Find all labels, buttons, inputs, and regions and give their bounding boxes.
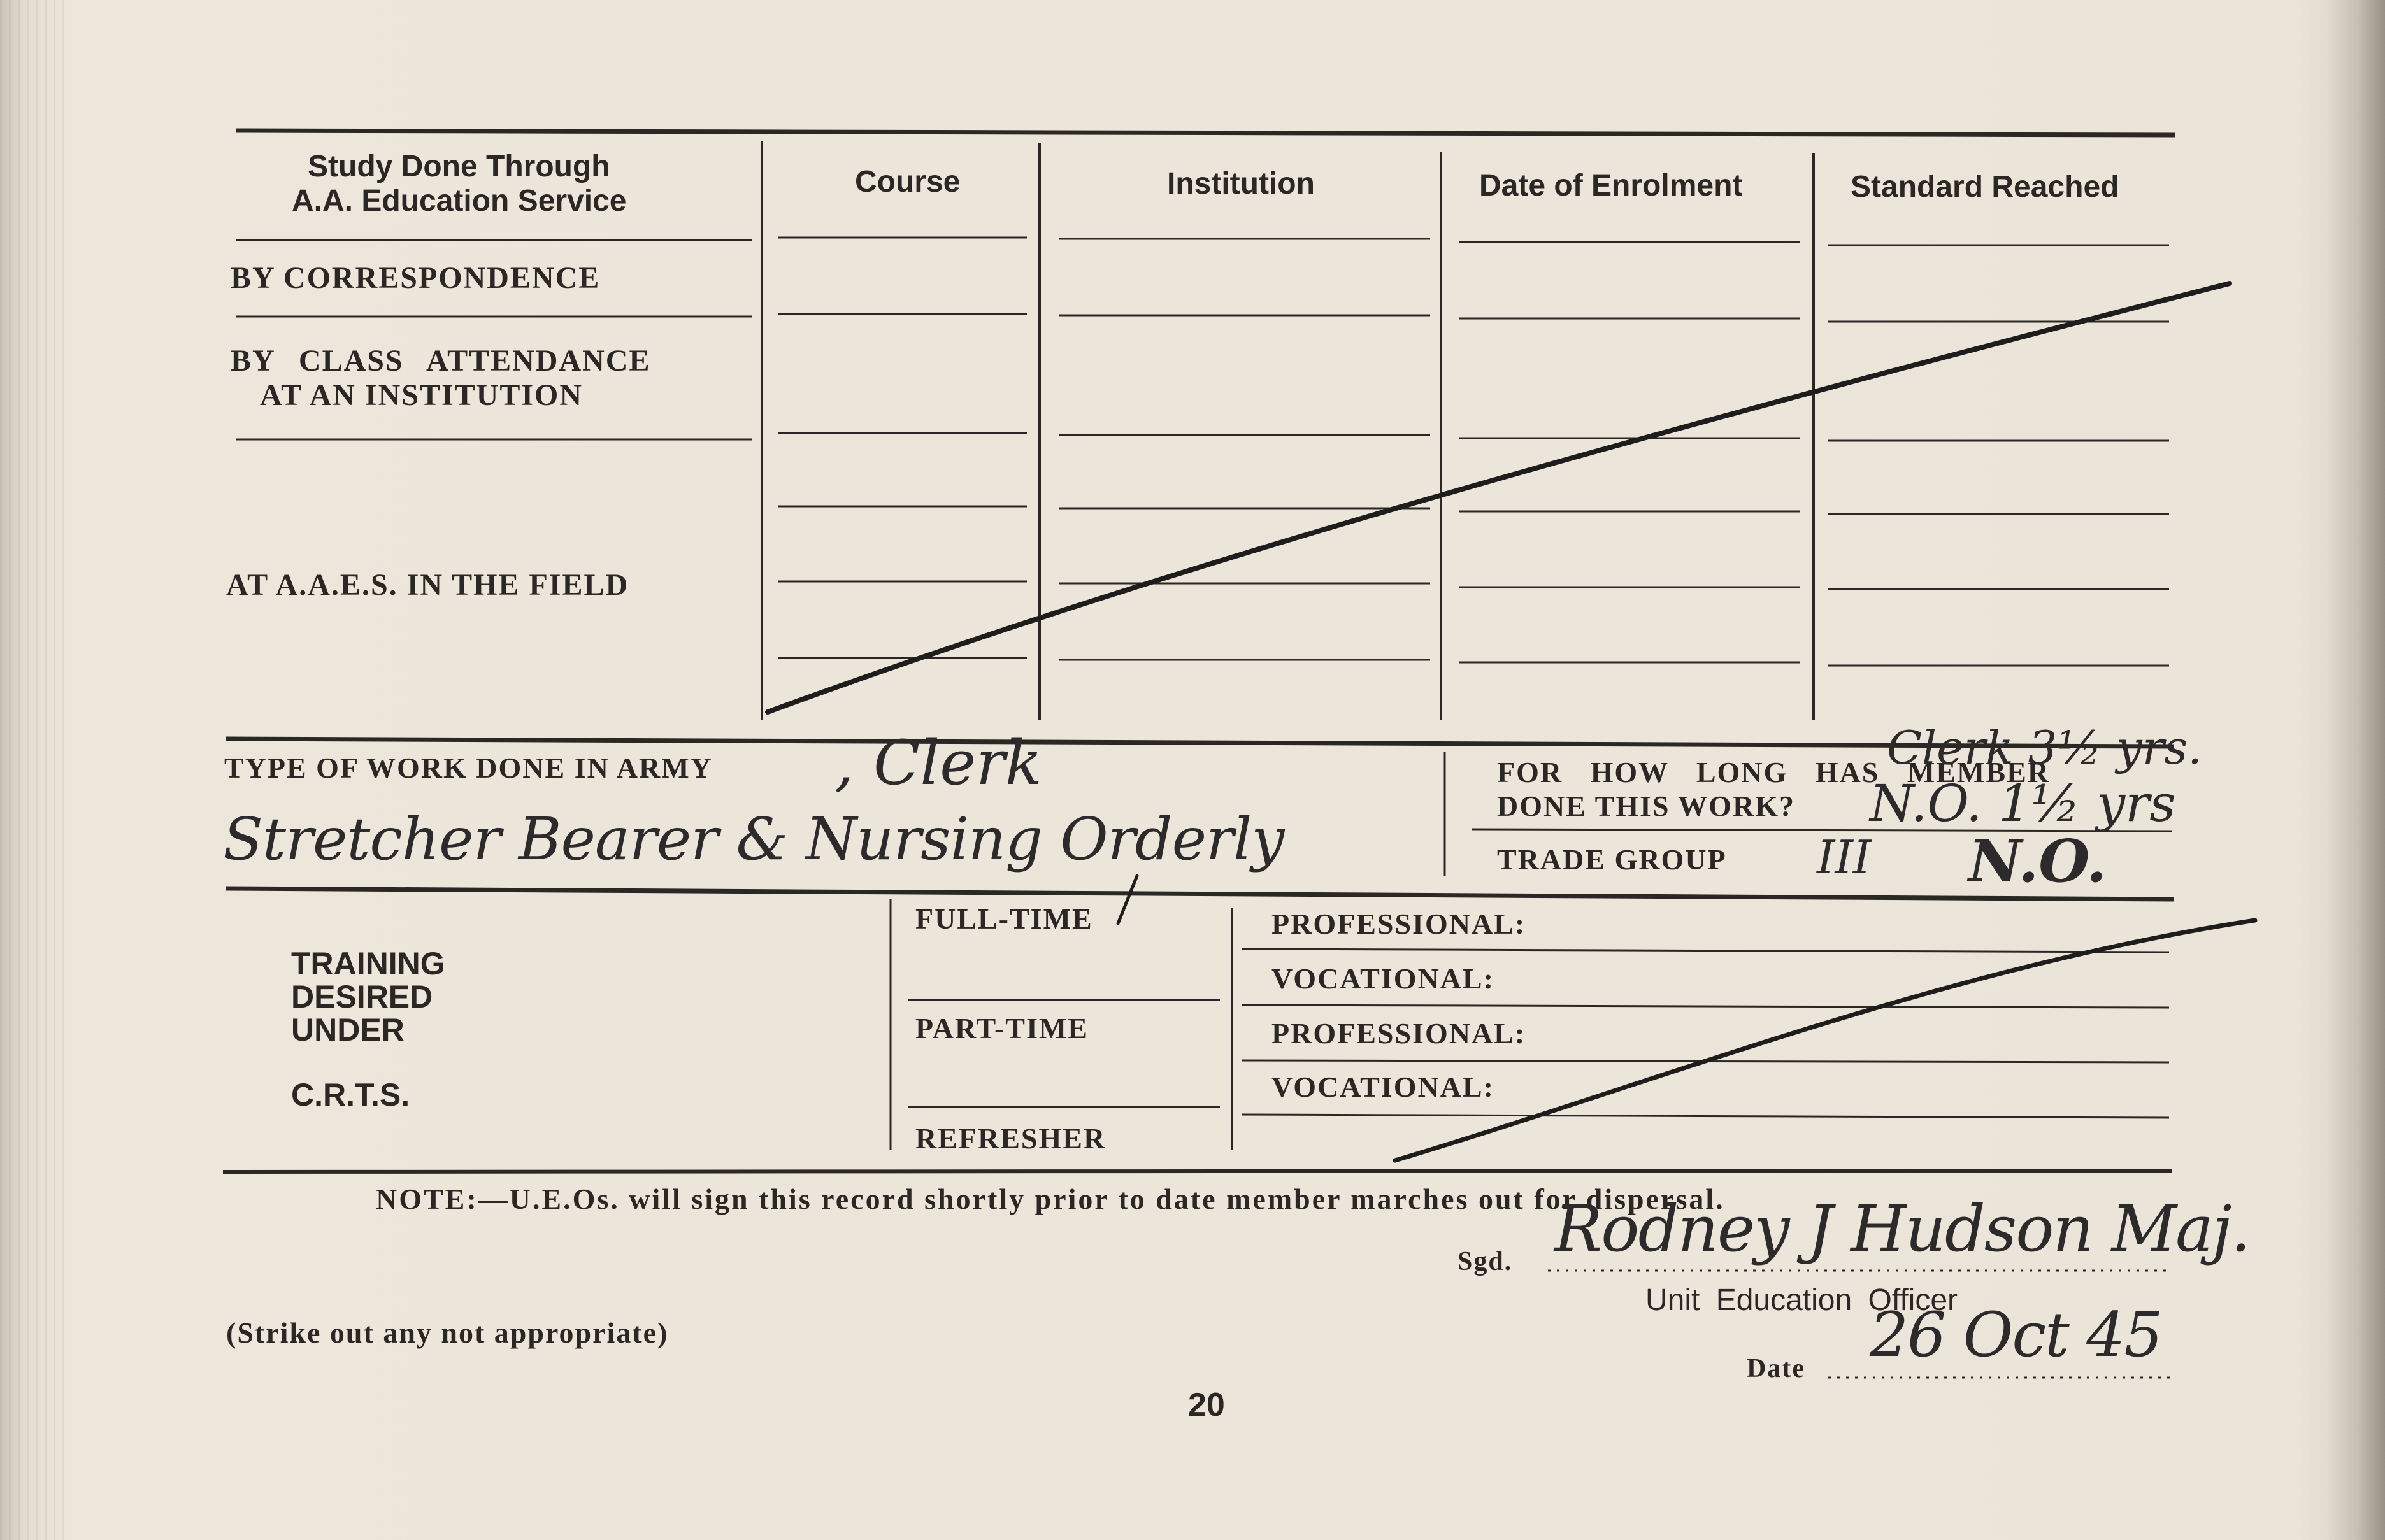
standard-reached-header: Standard Reached: [1851, 170, 2119, 204]
how-long-label-line1: FOR HOW LONG HAS MEMBER: [1497, 756, 2050, 788]
type-of-work-value-clerk: , Clerk: [834, 727, 1043, 799]
unit-education-officer-title: Unit Education Officer: [1645, 1283, 1958, 1317]
row-label-class-line2: AT AN INSTITUTION: [260, 378, 584, 412]
date-value: 26 Oct 45: [1870, 1299, 2162, 1371]
work-section-bottom-rule: [226, 888, 2174, 899]
training-label-line4: C.R.T.S.: [291, 1077, 410, 1113]
course-header: Course: [855, 165, 961, 199]
type-of-work-value-orderly: Stretcher Bearer & Nursing Orderly: [223, 805, 1284, 873]
trade-group-value: III: [1817, 831, 1872, 884]
part-time-label: PART-TIME: [915, 1012, 1089, 1044]
top-rule: [236, 131, 2175, 135]
vocational-label-2: VOCATIONAL:: [1271, 1071, 1494, 1103]
row-label-correspondence: BY CORRESPONDENCE: [231, 261, 601, 295]
row-label-class-line1: BY CLASS ATTENDANCE: [231, 344, 651, 378]
type-of-work-label: TYPE OF WORK DONE IN ARMY: [224, 752, 713, 784]
date-of-enrolment-header: Date of Enrolment: [1479, 169, 1743, 203]
strike-out-tick-full-time: [1118, 876, 1137, 923]
how-long-value-clerk: Clerk 3½ yrs.: [1887, 721, 2203, 774]
date-label: Date: [1747, 1354, 1805, 1383]
training-label-line2: DESIRED: [291, 979, 433, 1015]
how-long-value-nursing-orderly: N.O. 1½ yrs: [1870, 774, 2176, 833]
professional-label-2: PROFESSIONAL:: [1271, 1017, 1526, 1050]
signature-label: Sgd.: [1458, 1247, 1513, 1276]
strike-out-line-study: [768, 283, 2230, 712]
vocational-label-1: VOCATIONAL:: [1271, 962, 1494, 995]
training-label-line3: UNDER: [291, 1012, 405, 1048]
study-table-bottom-rule: [226, 739, 2174, 746]
training-bottom-rule: [223, 1171, 2172, 1172]
trade-group-label: TRADE GROUP: [1497, 843, 1727, 876]
how-long-label-line2: DONE THIS WORK?: [1497, 790, 1795, 822]
full-time-label: FULL-TIME: [915, 902, 1093, 935]
study-done-label-line1: Study Done Through: [308, 150, 610, 183]
dispersal-note: NOTE:—U.E.Os. will sign this record shortly prior to date member marches out for dispersal.: [376, 1183, 1725, 1215]
refresher-label: REFRESHER: [915, 1122, 1107, 1155]
institution-header: Institution: [1167, 167, 1315, 201]
study-done-label-line2: A.A. Education Service: [292, 184, 627, 218]
training-label-line1: TRAINING: [291, 946, 445, 981]
officer-signature: Rodney J Hudson Maj.: [1554, 1192, 2250, 1266]
professional-label-1: PROFESSIONAL:: [1271, 908, 1526, 940]
strike-out-note: (Strike out any not appropriate): [226, 1316, 669, 1349]
page-number: 20: [1188, 1387, 1225, 1423]
trade-group-value-no: N.O.: [1968, 827, 2107, 895]
row-label-field: AT A.A.E.S. IN THE FIELD: [226, 568, 629, 602]
